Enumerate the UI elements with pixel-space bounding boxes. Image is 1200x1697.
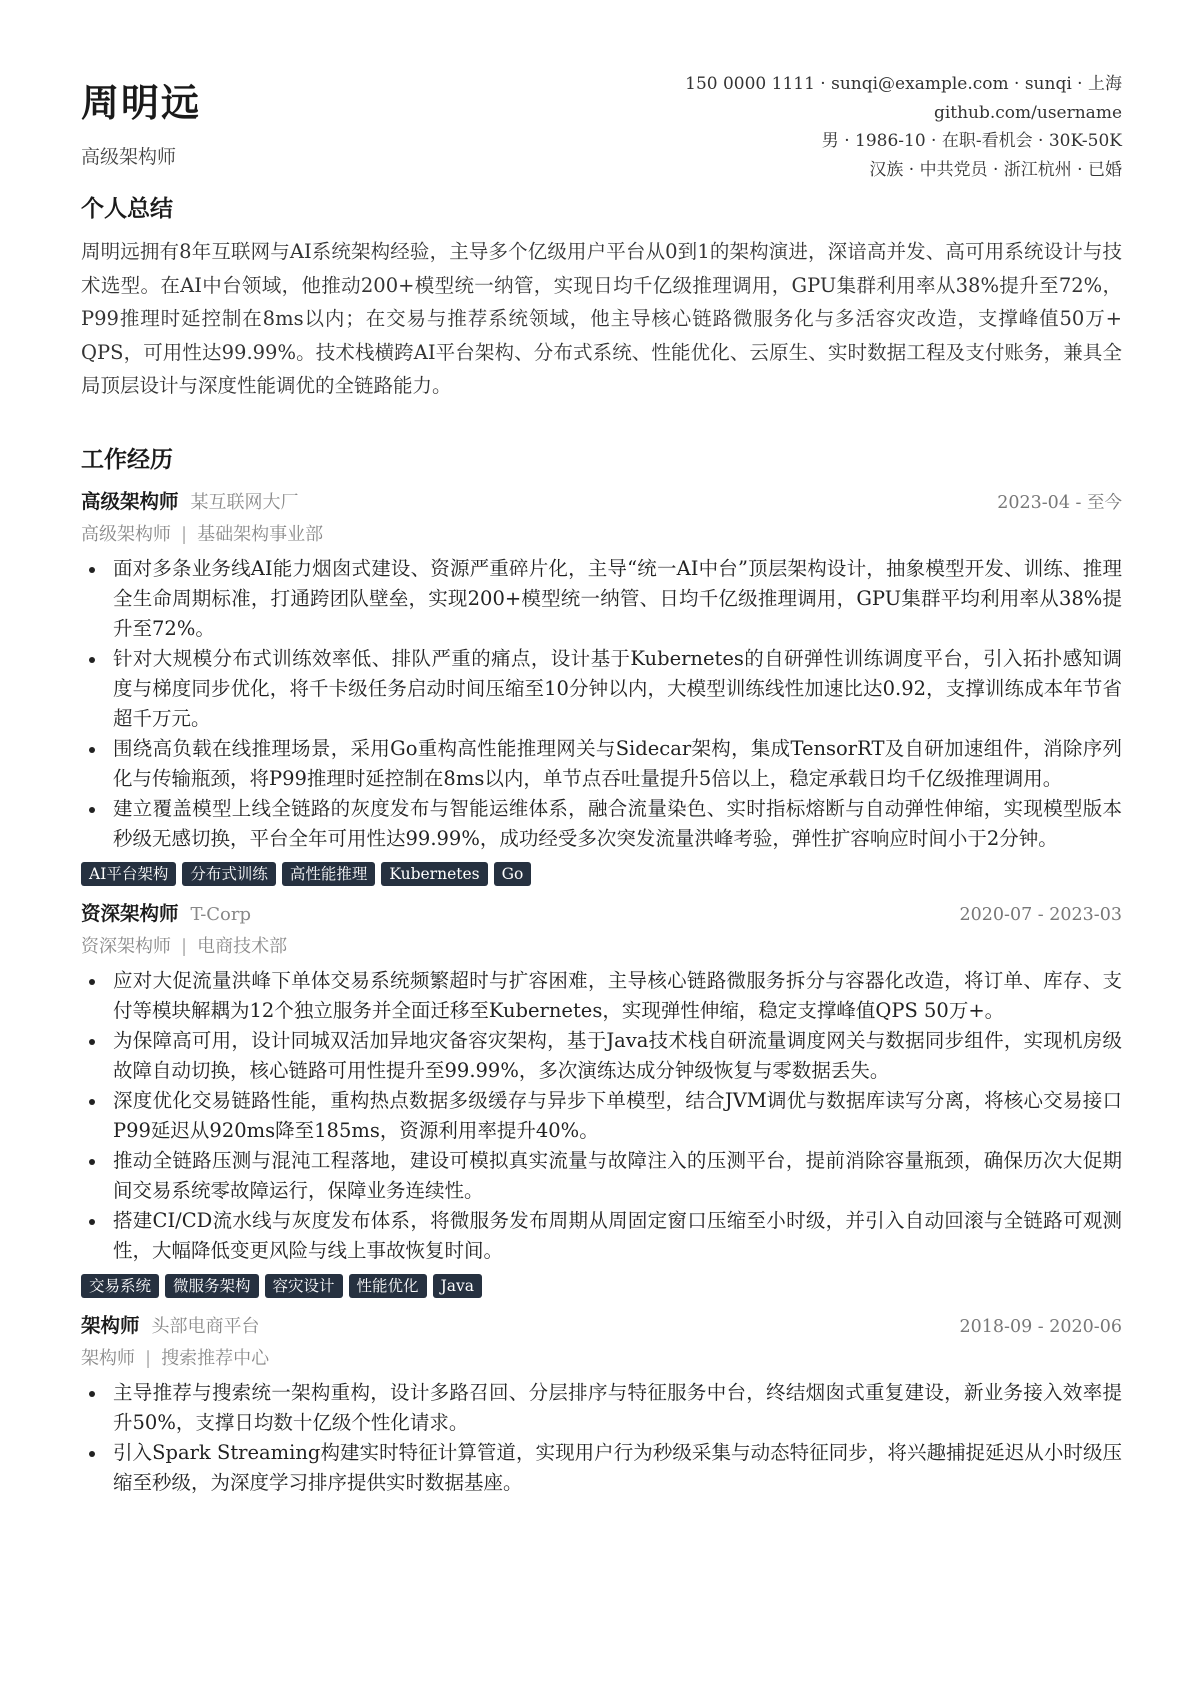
job-title-group (81, 486, 299, 514)
skill-tag: 交易系统 (81, 1274, 159, 1298)
job-department: 搜索推荐中心 (161, 1347, 270, 1369)
job-entry (81, 1310, 1122, 1498)
job-sub-role: 高级架构师 (81, 523, 171, 545)
skill-tag: Go (494, 862, 532, 886)
job-header (81, 486, 1122, 518)
skill-tag: AI平台架构 (81, 862, 176, 886)
contact-line: 150 0000 1111 · sunqi@example.com · sunqi · 上海 (685, 74, 1122, 94)
contact-line: 男 · 1986-10 · 在职-看机会 · 30K-50K (821, 131, 1122, 151)
job-subtitle (81, 520, 1122, 550)
contact-info (685, 70, 1122, 184)
job-bullet: 为保障高可用，设计同城双活加异地灾备容灾架构，基于Java技术栈自研流量调度网关与数据同步组件，实现机房级故障自动切换，核心链路可用性提升至99.99%，多次演练达成分钟级恢复与零数据丢失。 (81, 1026, 1122, 1086)
job-sub-separator: | (181, 935, 188, 957)
summary-text: 周明远拥有8年互联网与AI系统架构经验，主导多个亿级用户平台从0到1的架构演进，深谙高并发、高可用系统设计与技术选型。在AI中台领域，他推动200+模型统一纳管，实现日均千亿级推理调用，GPU集群利用率从38%提升至72%，P99推理时延控制在8ms以内；在交易与推荐系统领域，他主导核心链路微服务化与多活容灾改造，支撑峰值50万+ QPS，可用性达99.99%。技术栈横跨AI平台架构、分布式系统、性能优化、云原生、实时数据工程及支付账务，兼具全局顶层设计与深度性能调优的全链路能力。 (81, 240, 1122, 397)
job-subtitle (81, 932, 1122, 962)
job-bullet: 引入Spark Streaming构建实时特征计算管道，实现用户行为秒级采集与动态特征同步，将兴趣捕捉延迟从小时级压缩至秒级，为深度学习排序提供实时数据基座。 (81, 1438, 1122, 1498)
job-company: T-Corp (190, 903, 252, 925)
job-header (81, 898, 1122, 930)
job-department: 电商技术部 (197, 935, 288, 957)
job-department: 基础架构事业部 (197, 523, 324, 545)
job-bullets (81, 1378, 1122, 1498)
job-bullet: 深度优化交易链路性能，重构热点数据多级缓存与异步下单模型，结合JVM调优与数据库读写分离，将核心交易接口P99延迟从920ms降至185ms，资源利用率提升40%。 (81, 1086, 1122, 1146)
candidate-title: 高级架构师 (81, 146, 177, 168)
contact-line: github.com/username (933, 102, 1122, 123)
job-subtitle (81, 1344, 1122, 1374)
job-bullets (81, 966, 1122, 1266)
job-bullet: 推动全链路压测与混沌工程落地，建设可模拟真实流量与故障注入的压测平台，提前消除容量瓶颈，确保历次大促期间交易系统零故障运行，保障业务连续性。 (81, 1146, 1122, 1206)
job-tags (81, 1274, 1122, 1298)
job-entry (81, 898, 1122, 1298)
job-bullet: 建立覆盖模型上线全链路的灰度发布与智能运维体系，融合流量染色、实时指标熔断与自动弹性伸缩，实现模型版本秒级无感切换，平台全年可用性达99.99%，成功经受多次突发流量洪峰考验，弹性扩容响应时间小于2分钟。 (81, 794, 1122, 854)
job-title-group (81, 898, 251, 926)
job-tags (81, 862, 1122, 886)
job-date: 2020-07 - 2023-03 (959, 904, 1122, 925)
job-bullet: 面对多条业务线AI能力烟囱式建设、资源严重碎片化，主导“统一AI中台”顶层架构设计，抽象模型开发、训练、推理全生命周期标准，打通跨团队壁垒，实现200+模型统一纳管、日均千亿级推理调用，GPU集群平均利用率从38%提升至72%。 (81, 554, 1122, 644)
job-company: 头部电商平台 (151, 1315, 260, 1337)
summary-heading: 个人总结 (81, 195, 173, 222)
job-sub-role: 资深架构师 (81, 935, 171, 957)
skill-tag: 容灾设计 (265, 1274, 343, 1298)
job-bullet: 主导推荐与搜索统一架构重构，设计多路召回、分层排序与特征服务中台，终结烟囱式重复建设，新业务接入效率提升50%，支撑日均数十亿级个性化请求。 (81, 1378, 1122, 1438)
skill-tag: 微服务架构 (165, 1274, 259, 1298)
skill-tag: Java (433, 1274, 482, 1298)
candidate-name: 周明远 (81, 80, 202, 125)
job-bullet: 针对大规模分布式训练效率低、排队严重的痛点，设计基于Kubernetes的自研弹性训练调度平台，引入拓扑感知调度与梯度同步优化，将千卡级任务启动时间压缩至10分钟以内，大模型训练线性加速比达0.92，支撑训练成本年节省超千万元。 (81, 644, 1122, 734)
job-entry (81, 486, 1122, 886)
contact-line: 汉族 · 中共党员 · 浙江杭州 · 已婚 (869, 159, 1122, 180)
job-sub-separator: | (181, 523, 188, 545)
skill-tag: 高性能推理 (282, 862, 376, 886)
job-bullets (81, 554, 1122, 854)
job-date: 2023-04 - 至今 (997, 492, 1122, 513)
job-role: 高级架构师 (81, 489, 179, 513)
resume-header (81, 60, 1122, 180)
job-bullet: 搭建CI/CD流水线与灰度发布体系，将微服务发布周期从周固定窗口压缩至小时级，并引入自动回滚与全链路可观测性，大幅降低变更风险与线上事故恢复时间。 (81, 1206, 1122, 1266)
job-date: 2018-09 - 2020-06 (959, 1316, 1122, 1337)
job-role: 资深架构师 (81, 901, 179, 925)
job-sub-separator: | (145, 1347, 152, 1369)
job-header (81, 1310, 1122, 1342)
skill-tag: Kubernetes (381, 862, 487, 886)
job-bullet: 围绕高负载在线推理场景，采用Go重构高性能推理网关与Sidecar架构，集成TensorRT及自研加速组件，消除序列化与传输瓶颈，将P99推理时延控制在8ms以内，单节点吞吐量提升5倍以上，稳定承载日均千亿级推理调用。 (81, 734, 1122, 794)
work-heading: 工作经历 (81, 445, 173, 473)
job-role: 架构师 (81, 1313, 140, 1337)
job-sub-role: 架构师 (81, 1347, 135, 1369)
job-company: 某互联网大厂 (190, 491, 299, 513)
job-title-group (81, 1310, 260, 1338)
job-bullet: 应对大促流量洪峰下单体交易系统频繁超时与扩容困难，主导核心链路微服务拆分与容器化改造，将订单、库存、支付等模块解耦为12个独立服务并全面迁移至Kubernetes，实现弹性伸缩，稳定支撑峰值QPS 50万+。 (81, 966, 1122, 1026)
skill-tag: 分布式训练 (182, 862, 276, 886)
skill-tag: 性能优化 (349, 1274, 427, 1298)
job-list (81, 486, 1122, 1498)
